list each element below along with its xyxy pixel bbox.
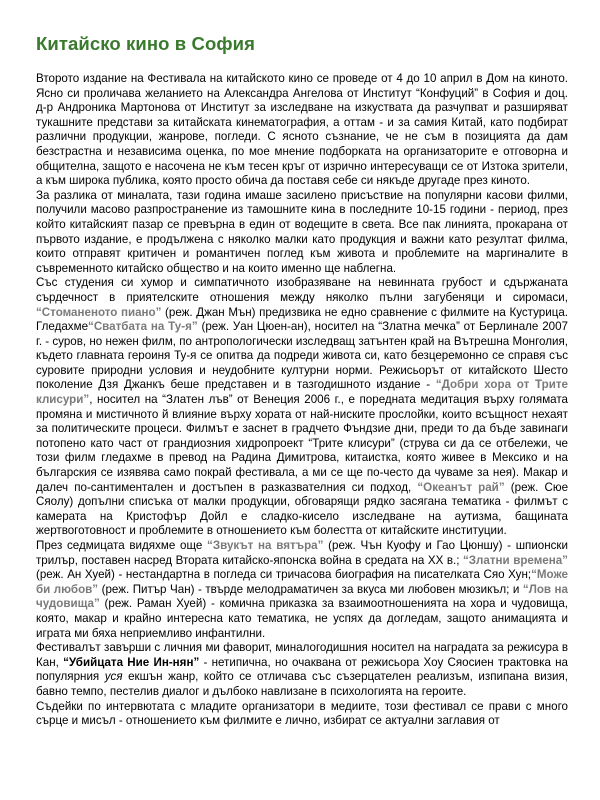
paragraph-intro: Второто издание на Фестивала на китайското кино се проведе от 4 до 10 април в Дом на киното. Ясно си проличава желанието на Александра Ангелова от Институт “Конфуций” в София и доц. д-р Андроника Мартонова от Институт за изследване на изкуствата да разчупват и разширяват тукашните представи за китайската кинематография, а оттам - и за самия Китай, като подбират различни продукции, жанрове, погледи. С ясното съзнание, че не съм в позицията да дам безстрастна и независима оценка, по мое мнение подборката на организаторите е отговорна и общителна, защото е насочена не към тесен кръг от изрично интересуващи се от Изтока зрители, а към широка публика, която просто обича да поставя себе си някъде другаде през киното.	[36, 72, 568, 188]
film-title-perhaps-love: “Може би любов”	[36, 568, 568, 596]
paragraph-text: (реж. Питър Чан) - твърде мелодраматичен за вкуса ми любовен мюзикъл; и	[98, 582, 523, 596]
film-title-still-life: “Добри хора от Трите клисури”	[36, 378, 568, 407]
paragraph-organizers: Съдейки по интервютата с младите организатори в медиите, този фестивал се прави с много сърце и мисъл - отношението към филмите е лично, избират се актуални заглавия от	[36, 699, 568, 728]
article-title: Китайско кино в София	[36, 33, 256, 54]
paragraph-text: (реж. Чън Куофу и Гао Цюншу) - шпионски трилър, поставен насред Втората китайско-японска война в средата на ХХ в.;	[36, 539, 568, 567]
film-title-steel-piano: “Стоманеното пиано”	[36, 305, 162, 319]
film-title-the-assassin: “Убийцата Ние Ин-нян”	[63, 655, 200, 669]
film-title-golden-era: “Златни времена”	[462, 553, 568, 567]
film-title-ocean-heaven: “Океанът рай”	[417, 480, 505, 494]
paragraph-text: През седмицата видяхме още	[36, 539, 208, 552]
film-title-monster-hunt: “Лов на чудовища”	[36, 582, 568, 611]
paragraph-text: Фестивалът завърши с личния ми фаворит, миналогодишния носител на наградата за режисура в Кан,	[36, 641, 568, 669]
film-title-the-message: “Звукът на вятъра”	[207, 539, 324, 552]
paragraph-text: екшън жанр, който се отличава със съзерцателен реализъм, изпипана визия, бавно темпо, пестелив диалог и дълбоко навлизане в психологията на героите.	[36, 670, 568, 698]
paragraph-text: (реж. Раман Хуей) - комична приказка за взаимоотношенията на хора и чудовища, която, макар и крайно интересна като тематика, не успях да догледам, защото анимацията и играта ми бяха неприемливо инфантилни.	[36, 597, 568, 640]
article-page	[36, 32, 568, 729]
paragraph-popular-films: За разлика от миналата, тази година имаше засилено присъствие на популярни касови филми, получили масово разпространение из тамошните кина в последните 10-15 години - период, през който китайският пазар се превърна в един от водещите в света. Все пак линията, прокарана от първото издание, е продължена с няколко малки като продукция и важни като резултат филма, които отправят критичен и романтичен поглед към живота и проблемите на маргиналите в съвременното китайско общество и на които именно ще наблегна.	[36, 188, 568, 275]
paragraph-text: , носител на “Златен лъв” от Венеция 2006 г., е поредната медитация върху голямата промяна и мистичното й влияние върху хората от най-ниските прослойки, които всъщност нехаят за политическите процеси. Филмът е заснет в градчето Фъндзие дни, преди то да бъде завинаги потопено като част от грандиозния хидропроект “Трите клисури” (струва си да се отбележи, че този филм гледахме в превод на Радина Димитрова, китаистка, която живее в Мексико и на българския се изявява само покрай фестивала, а ми се ще по-често да чуваме за нея). Макар и далеч по-сантиментален и достъпен в разказвателния си подход,	[36, 393, 568, 494]
paragraph-text: Със студения си хумор и симпатичното изобразяване на невинната грубост и сдържаната сърдечност в приятелските отношения между няколко пълни загубеняци и сиромаси,	[36, 276, 568, 304]
article-body	[36, 72, 568, 729]
paragraph-text: (реж. Ан Хуей) - нестандартна в погледа си тричасова биография на писателката Сяо Хун;	[36, 568, 532, 582]
film-title-tuyas-marriage: “Сватбата на Ту-я”	[88, 320, 198, 334]
genre-term-wuxia: уся	[104, 670, 123, 684]
paragraph-text: (реж. Уан Цюен-ан), носител на “Златна мечка” от Берлинале 2007 г. - суров, но нежен филм, по антропологически изследващ затънтен край на Вътрешна Монголия, където главната героиня Ту-я се опитва да подреди живота си, като безцеремонно се справя със суровите природни условия и неудобните културни норми. Режисьорът от китайското Шесто поколение Дзя Джанкъ беше представен и в тазгодишното издание -	[36, 320, 568, 392]
paragraph-small-films	[36, 276, 568, 539]
paragraph-text: (реж. Джан Мън) предизвика не едно сравнение с филмите на Кустурица. Гледахме	[36, 305, 568, 334]
paragraph-festival-closing	[36, 641, 568, 699]
paragraph-text: - нетипична, но очаквана от режисьора Хоу Сяосиен трактовка на популярния	[36, 655, 569, 684]
paragraph-week-films	[36, 539, 568, 641]
paragraph-text: (реж. Сюе Сяолу) допълни списъка от малки продукции, обговарящи рядко засягана тематика - филмът с камерата на Кристофър Дойл е сладко-кисело изследване на аутизма, бащината жертвоготовност и проблемите в отношението към болестта от китайските институции.	[36, 480, 569, 538]
